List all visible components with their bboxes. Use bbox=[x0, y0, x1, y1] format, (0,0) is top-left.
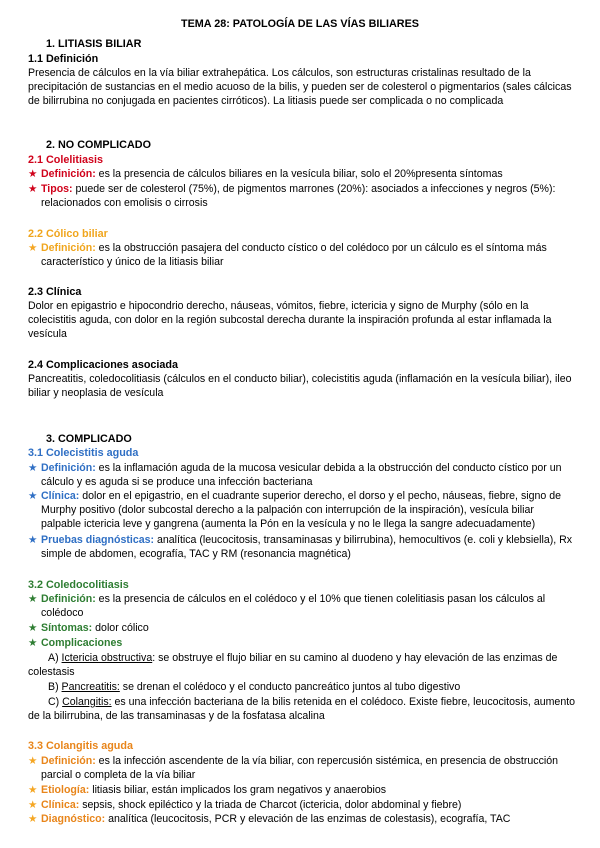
subsection-3-3-heading: 3.3 Colangitis aguda bbox=[28, 740, 133, 752]
subsection-2-4-heading: 2.4 Complicaciones asociada bbox=[28, 359, 179, 371]
coledocolitiasis-sintomas: ★ Síntomas: dolor cólico bbox=[28, 622, 149, 634]
complicaciones-paragraph: Pancreatitis, coledocolitiasis (cálculos en el conducto biliar), colecistitis aguda (inflamación en la vesícula biliar), ileo biliar y neoplasia de vesícula bbox=[28, 373, 572, 400]
star-icon: ★ bbox=[28, 755, 38, 767]
definition-paragraph: Presencia de cálculos en la vía biliar extrahepática. Los cálculos, son estructuras cristalinas resultado de la precipitación de sustancias en el medio acuoso de la bilis, y pueden ser de colesterol o pigmentarios (sales cálcicas de bilirrubina no conjugada en pacientes cirróticos). La litiasis puede ser complicada o no complicada bbox=[28, 67, 572, 108]
star-icon: ★ bbox=[28, 534, 38, 546]
subsection-2-1-heading: 2.1 Colelitiasis bbox=[28, 154, 104, 166]
colelitiasis-definition: ★ Definición: es la presencia de cálculos biliares en la vesícula biliar, solo el 20%presenta síntomas bbox=[28, 168, 503, 180]
star-icon: ★ bbox=[28, 593, 38, 605]
star-icon: ★ bbox=[28, 813, 38, 825]
star-icon: ★ bbox=[28, 462, 38, 474]
colelitiasis-tipos: ★ Tipos: puede ser de colesterol (75%), de pigmentos marrones (20%): asociados a infecciones y negros (5%): relacionados con emolisis o cirrosis bbox=[28, 183, 556, 210]
star-icon: ★ bbox=[28, 799, 38, 811]
star-icon: ★ bbox=[28, 490, 38, 502]
subsection-1-1-heading: 1.1 Definición bbox=[28, 53, 99, 65]
subsection-2-2-heading: 2.2 Cólico biliar bbox=[28, 228, 108, 240]
document-title: TEMA 28: PATOLOGÍA DE LAS VÍAS BILIARES bbox=[181, 18, 419, 30]
colangitis-clinica: ★ Clínica: sepsis, shock epiléctico y la triada de Charcot (ictericia, dolor abdominal y fiebre) bbox=[28, 799, 462, 811]
complication-c: C) Colangitis: es una infección bacteriana de la bilis retenida en el colédoco. Existe fiebre, leucocitosis, aumento de la bilirrubina, de las transaminasas y de la fosfatasa alcalina bbox=[28, 696, 576, 723]
star-icon: ★ bbox=[28, 637, 38, 649]
colangitis-diagnostico: ★ Diagnóstico: analítica (leucocitosis, PCR y elevación de las enzimas de colestasis), ecografía, TAC bbox=[28, 813, 511, 825]
colecistitis-definition: ★ Definición: es la inflamación aguda de la mucosa vesicular debida a la obstrucción del conducto cístico por un cálculo y es aguda si se produce una infección bacteriana bbox=[28, 462, 562, 489]
colico-definition: ★ Definición: es la obstrucción pasajera del conducto cístico o del colédoco por un cálculo es el síntoma más característico y único de la litiasis biliar bbox=[28, 242, 547, 269]
coledocolitiasis-definition: ★ Definición: es la presencia de cálculos en el colédoco y el 10% que tienen colelitiasis pasan los cálculos al colédoco bbox=[28, 593, 546, 620]
star-icon: ★ bbox=[28, 622, 38, 634]
clinica-paragraph: Dolor en epigastrio e hipocondrio derecho, náuseas, vómitos, fiebre, ictericia y signo de Murphy (sólo en la colecistitis aguda, con dolor en la región subcostal derecha durante la inspiración profunda al estar inflamada la vesícula bbox=[28, 300, 552, 341]
subsection-2-3-heading: 2.3 Clínica bbox=[28, 286, 82, 298]
star-icon: ★ bbox=[28, 183, 38, 195]
section-1-heading: 1. LITIASIS BILIAR bbox=[46, 38, 142, 50]
coledocolitiasis-complicaciones: ★ Complicaciones bbox=[28, 637, 123, 649]
complication-a: A) Ictericia obstructiva: se obstruye el flujo biliar en su camino al duodeno y hay elevación de las enzimas de colestasis bbox=[28, 652, 558, 679]
colecistitis-clinica: ★ Clínica: dolor en el epigastrio, en el cuadrante superior derecho, el dorso y el pecho, náuseas, fiebre, signo de Murphy positivo (dolor subcostal derecho a la palpación con interrupción de la inspiración), vesícula biliar palpable ictericia leve y gangrena (aumenta la Pón en la vesícula y no le llega la sangre adecuadamente) bbox=[28, 490, 561, 531]
colangitis-etiologia: ★ Etiología: litiasis biliar, están implicados los gram negativos y anaerobios bbox=[28, 784, 387, 796]
complication-b: B) Pancreatitis: se drenan el colédoco y el conducto pancreático juntos al tubo digestivo bbox=[48, 681, 461, 693]
section-2-heading: 2. NO COMPLICADO bbox=[46, 139, 151, 151]
subsection-3-1-heading: 3.1 Colecistitis aguda bbox=[28, 447, 139, 459]
colangitis-definition: ★ Definición: es la infección ascendente de la vía biliar, con repercusión sistémica, en presencia de obstrucción parcial o completa de la vía biliar bbox=[28, 755, 559, 782]
colecistitis-pruebas: ★ Pruebas diagnósticas: analítica (leucocitosis, transaminasas y bilirrubina), hemocultivos (e. coli y klebsiella), Rx simple de abdomen, ecografía, TAC y RM (resonancia magnética) bbox=[28, 534, 573, 561]
star-icon: ★ bbox=[28, 168, 38, 180]
star-icon: ★ bbox=[28, 242, 38, 254]
subsection-3-2-heading: 3.2 Coledocolitiasis bbox=[28, 579, 129, 591]
section-3-heading: 3. COMPLICADO bbox=[46, 433, 132, 445]
star-icon: ★ bbox=[28, 784, 38, 796]
